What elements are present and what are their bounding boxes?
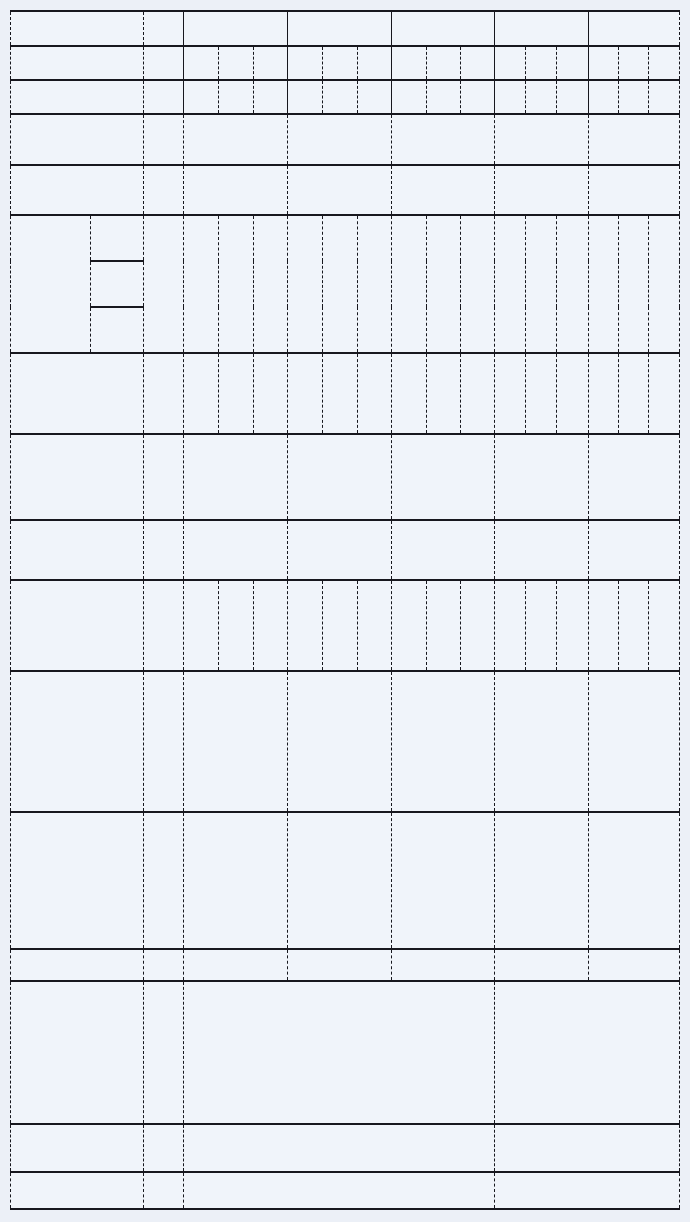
td [392, 114, 495, 165]
td [427, 580, 461, 671]
td [461, 80, 495, 114]
td [11, 165, 144, 215]
td [184, 11, 288, 46]
td [144, 215, 184, 353]
td [219, 580, 254, 671]
td [392, 434, 495, 520]
td [184, 949, 288, 981]
td [392, 949, 495, 981]
td [427, 215, 461, 353]
td [323, 215, 358, 353]
td [619, 580, 649, 671]
td [495, 520, 589, 580]
td [323, 353, 358, 434]
td [526, 580, 557, 671]
td [91, 307, 144, 353]
td [619, 353, 649, 434]
td [11, 80, 144, 114]
td [144, 80, 184, 114]
td [495, 1124, 680, 1172]
td [526, 353, 557, 434]
td [219, 46, 254, 80]
td [358, 46, 392, 80]
td [495, 981, 680, 1124]
td [427, 46, 461, 80]
td [495, 165, 589, 215]
td [619, 80, 649, 114]
td [144, 981, 184, 1124]
td [495, 434, 589, 520]
td [589, 812, 680, 949]
td [358, 580, 392, 671]
td [11, 520, 144, 580]
td [526, 215, 557, 353]
td [323, 580, 358, 671]
td [649, 580, 680, 671]
td [323, 80, 358, 114]
td [589, 520, 680, 580]
td [144, 1124, 184, 1172]
td [392, 215, 427, 353]
td [184, 114, 288, 165]
td [288, 165, 392, 215]
td [11, 1172, 144, 1209]
td [288, 11, 392, 46]
td [526, 80, 557, 114]
td [495, 80, 526, 114]
td [649, 215, 680, 353]
td [144, 353, 184, 434]
td [184, 46, 219, 80]
td [184, 1172, 495, 1209]
td [144, 11, 184, 46]
td [144, 812, 184, 949]
td [392, 46, 427, 80]
td [649, 46, 680, 80]
td [184, 981, 495, 1124]
td [184, 580, 219, 671]
td [392, 671, 495, 812]
td [495, 949, 589, 981]
td [649, 80, 680, 114]
td [254, 46, 288, 80]
td [288, 580, 323, 671]
td [144, 114, 184, 165]
td [495, 353, 526, 434]
td [144, 1172, 184, 1209]
td [184, 671, 288, 812]
td [392, 812, 495, 949]
td [461, 46, 495, 80]
td [288, 353, 323, 434]
td [427, 80, 461, 114]
td [392, 580, 427, 671]
td [184, 215, 219, 353]
td [11, 949, 144, 981]
td [219, 353, 254, 434]
td [144, 434, 184, 520]
td [11, 1124, 144, 1172]
td [11, 812, 144, 949]
td [495, 580, 526, 671]
td [589, 949, 680, 981]
td [288, 80, 323, 114]
td [11, 671, 144, 812]
td [184, 353, 219, 434]
td [144, 671, 184, 812]
td [557, 580, 589, 671]
td [254, 580, 288, 671]
td [288, 46, 323, 80]
td [589, 114, 680, 165]
td [589, 165, 680, 215]
td [358, 215, 392, 353]
td [144, 580, 184, 671]
td [91, 261, 144, 307]
td [91, 215, 144, 261]
td [526, 46, 557, 80]
td [495, 215, 526, 353]
td [557, 215, 589, 353]
td [392, 520, 495, 580]
td [495, 671, 589, 812]
td [184, 80, 219, 114]
td [254, 80, 288, 114]
td [11, 580, 144, 671]
td [11, 981, 144, 1124]
td [184, 812, 288, 949]
td [495, 114, 589, 165]
td [254, 215, 288, 353]
td [557, 80, 589, 114]
td [254, 353, 288, 434]
td [392, 11, 495, 46]
td [589, 11, 680, 46]
td [619, 215, 649, 353]
td [557, 353, 589, 434]
spec-table-body [11, 11, 680, 1209]
td [589, 80, 619, 114]
td [219, 215, 254, 353]
td [495, 11, 589, 46]
td [11, 46, 144, 80]
td [11, 11, 144, 46]
td [184, 520, 288, 580]
td [288, 671, 392, 812]
td [184, 1124, 495, 1172]
td [11, 114, 144, 165]
td [219, 80, 254, 114]
td [11, 434, 144, 520]
td [589, 434, 680, 520]
spec-table [10, 10, 680, 1210]
td [358, 353, 392, 434]
td [144, 165, 184, 215]
td [144, 46, 184, 80]
td [619, 46, 649, 80]
td [427, 353, 461, 434]
td [649, 353, 680, 434]
td [323, 46, 358, 80]
td [288, 114, 392, 165]
td [11, 353, 144, 434]
td [557, 46, 589, 80]
td [288, 812, 392, 949]
td [589, 46, 619, 80]
td [589, 353, 619, 434]
td [495, 812, 589, 949]
td [589, 671, 680, 812]
td [461, 353, 495, 434]
td [288, 520, 392, 580]
td [392, 353, 427, 434]
td [288, 949, 392, 981]
td [392, 165, 495, 215]
td [495, 46, 526, 80]
td [11, 215, 91, 353]
td [461, 580, 495, 671]
td [392, 80, 427, 114]
td [589, 580, 619, 671]
td [288, 215, 323, 353]
td [589, 215, 619, 353]
td [495, 1172, 680, 1209]
td [144, 949, 184, 981]
td [144, 520, 184, 580]
td [184, 434, 288, 520]
td [461, 215, 495, 353]
td [184, 165, 288, 215]
td [288, 434, 392, 520]
td [358, 80, 392, 114]
